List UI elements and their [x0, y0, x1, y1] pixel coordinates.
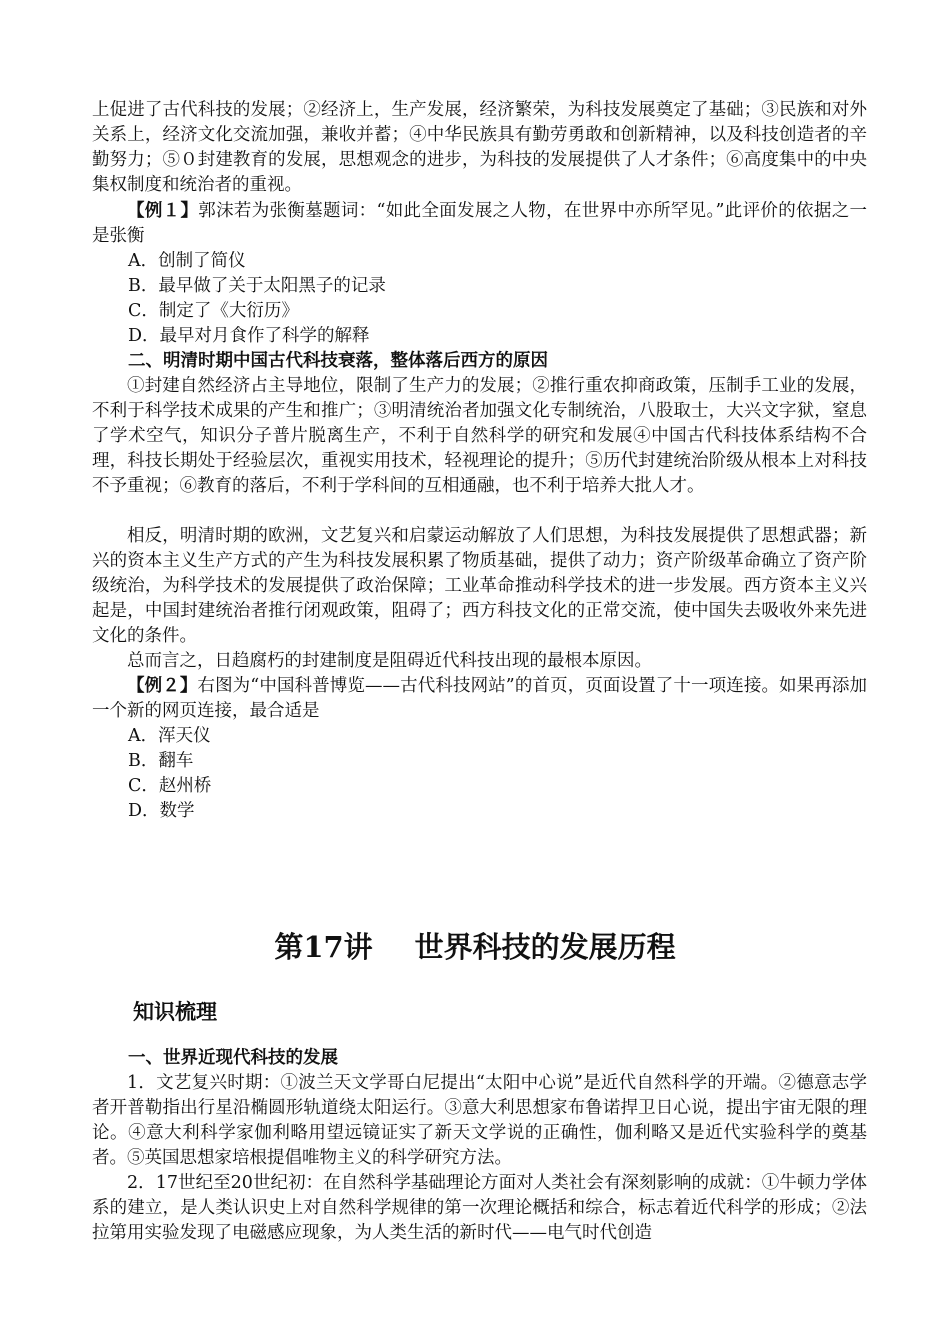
- example-2-option-b: B．翻车: [128, 751, 194, 771]
- example-1-question: [92, 199, 867, 249]
- causes-paragraph: ①封建自然经济占主导地位，限制了生产力的发展；②推行重农抑商政策，压制手工业的发展，不利于科学技术成果的产生和推广；③明清统治者加强文化专制统治，八股取士，大兴文字狱，窒息了学术空气，知识分子普片脱离生产，不利于自然科学的研究和发展④中国古代科技体系结构不合理，科技长期处于经验层次，重视实用技术，轻视理论的提升；⑤历代封建统治阶级从根本上对科技不予重视；⑥教育的落后，不利于学科间的互相通融，也不利于培养大批人才。: [92, 376, 867, 496]
- example-2-text: 右图为“中国科普博览——古代科技网站”的首页，页面设置了十一项连接。如果再添加一个新的网页连接，最合适是: [92, 676, 868, 721]
- intro-paragraph: 上促进了古代科技的发展；②经济上，生产发展，经济繁荣，为科技发展奠定了基础；③民族和对外关系上，经济文化交流加强，兼收并蓄；④中华民族具有勤劳勇敢和创新精神，以及科技创造者的辛勤努力；⑤０封建教育的发展，思想观念的进步，为科技的发展提供了人才条件；⑥高度集中的中央集权制度和统治者的重视。: [92, 100, 867, 195]
- example-1-option-d: D．最早对月食作了科学的解释: [128, 326, 370, 346]
- modern-science-paragraph: 2．17世纪至20世纪初：在自然科学基础理论方面对人类社会有深刻影响的成就：①牛顿力学体系的建立，是人类认识史上对自然科学规律的第一次理论概括和综合，标志着近代科学的形成；②法拉第用实验发现了电磁感应现象，为人类生活的新时代——电气时代创造: [92, 1173, 867, 1243]
- section-heading-2: 二、明清时期中国古代科技衰落，整体落后西方的原因: [128, 351, 548, 371]
- section-heading-1: 一、世界近现代科技的发展: [128, 1048, 338, 1068]
- example-1-option-b: B．最早做了关于太阳黑子的记录: [128, 276, 386, 296]
- example-2-option-c: C．赵州桥: [128, 776, 212, 796]
- europe-paragraph: 相反，明清时期的欧洲，文艺复兴和启蒙运动解放了人们思想，为科技发展提供了思想武器；新兴的资本主义生产方式的产生为科技发展积累了物质基础，提供了动力；资产阶级革命确立了资产阶级统治，为科学技术的发展提供了政治保障；工业革命推动科学技术的进一步发展。西方资本主义兴起是，中国封建统治者推行闭观政策，阻碍了；西方科技文化的正常交流，使中国失去吸收外来先进文化的条件。: [92, 526, 867, 646]
- example-1-label: 【例１】: [127, 201, 199, 221]
- example-1-option-c: C．制定了《大衍历》: [128, 301, 299, 321]
- lecture-title: [0, 927, 950, 967]
- knowledge-subheading: 知识梳理: [133, 999, 217, 1024]
- example-2-question: [92, 674, 867, 724]
- example-1-text: 郭沫若为张衡墓题词：“如此全面发展之人物，在世界中亦所罕见。”此评价的依据之一是张衡: [92, 201, 868, 246]
- example-2-option-d: D．数学: [128, 801, 195, 821]
- lecture-number: 第17讲: [274, 930, 373, 964]
- example-2-label: 【例２】: [127, 676, 198, 696]
- renaissance-paragraph: 1．文艺复兴时期：①波兰天文学哥白尼提出“太阳中心说”是近代自然科学的开端。②德意志学者开普勒指出行星沿椭圆形轨道绕太阳运行。③意大利思想家布鲁诺捍卫日心说，提出宇宙无限的理论。④意大利科学家伽利略用望远镜证实了新天文学说的正确性，伽利略又是近代实验科学的奠基者。⑤英国思想家培根提倡唯物主义的科学研究方法。: [92, 1073, 867, 1168]
- example-2-option-a: A．浑天仪: [128, 726, 211, 746]
- lecture-title-text: 世界科技的发展历程: [414, 930, 676, 964]
- example-1-option-a: A．创制了简仪: [128, 251, 246, 271]
- conclusion-paragraph: 总而言之，日趋腐朽的封建制度是阻碍近代科技出现的最根本原因。: [127, 651, 652, 671]
